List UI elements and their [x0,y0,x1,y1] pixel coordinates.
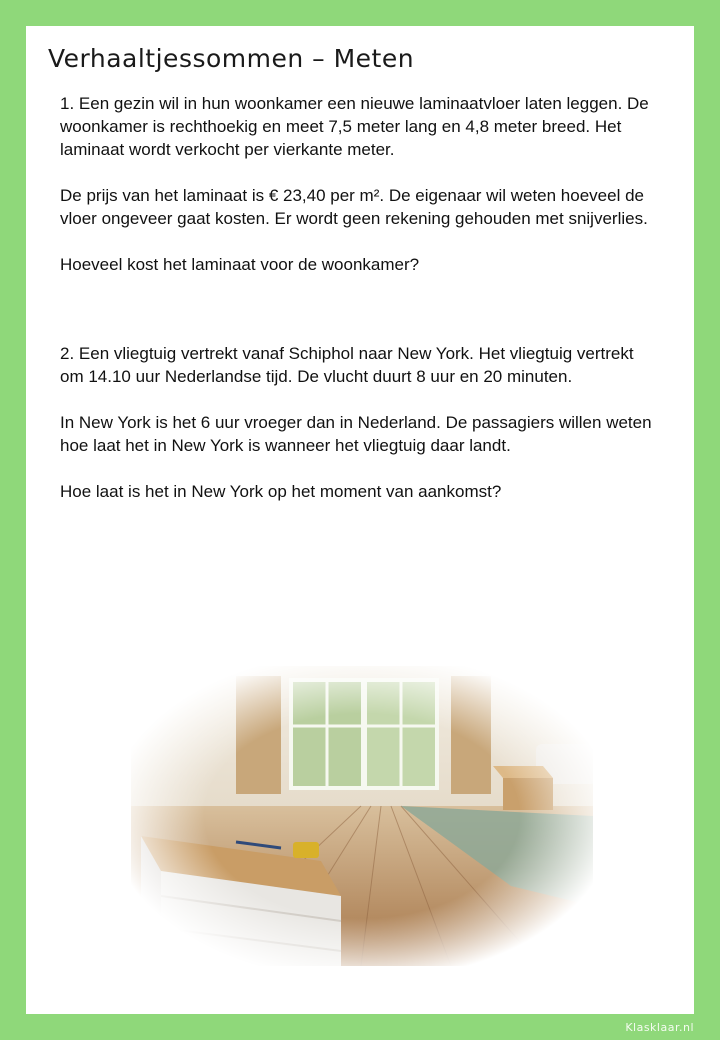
question-1-details: De prijs van het laminaat is € 23,40 per m². De eigenaar wil weten hoeveel de vloer ongeveer gaat kosten. Er wordt geen rekening gehouden met snijverlies. [60,186,648,228]
question-1 [60,92,660,276]
question-2 [60,342,660,503]
question-2-intro: 2. Een vliegtuig vertrekt vanaf Schiphol naar New York. Het vliegtuig vertrekt om 14.10 uur Nederlandse tijd. De vlucht duurt 8 uur en 20 minuten. [60,344,634,386]
question-2-details: In New York is het 6 uur vroeger dan in Nederland. De passagiers willen weten hoe laat het in New York is wanneer het vliegtuig daar landt. [60,413,652,455]
footer-brand: Klasklaar.nl [625,1021,694,1034]
question-2-prompt: Hoe laat is het in New York op het moment van aankomst? [60,482,502,501]
question-1-prompt: Hoeveel kost het laminaat voor de woonkamer? [60,255,420,274]
question-1-intro: 1. Een gezin wil in hun woonkamer een nieuwe laminaatvloer laten leggen. De woonkamer is rechthoekig en meet 7,5 meter lang en 4,8 meter breed. Het laminaat wordt verkocht per vierkante meter. [60,94,649,159]
page-title: Verhaaltjessommen – Meten [48,44,415,73]
laminate-floor-photo [131,666,593,966]
worksheet-page [26,26,694,1014]
